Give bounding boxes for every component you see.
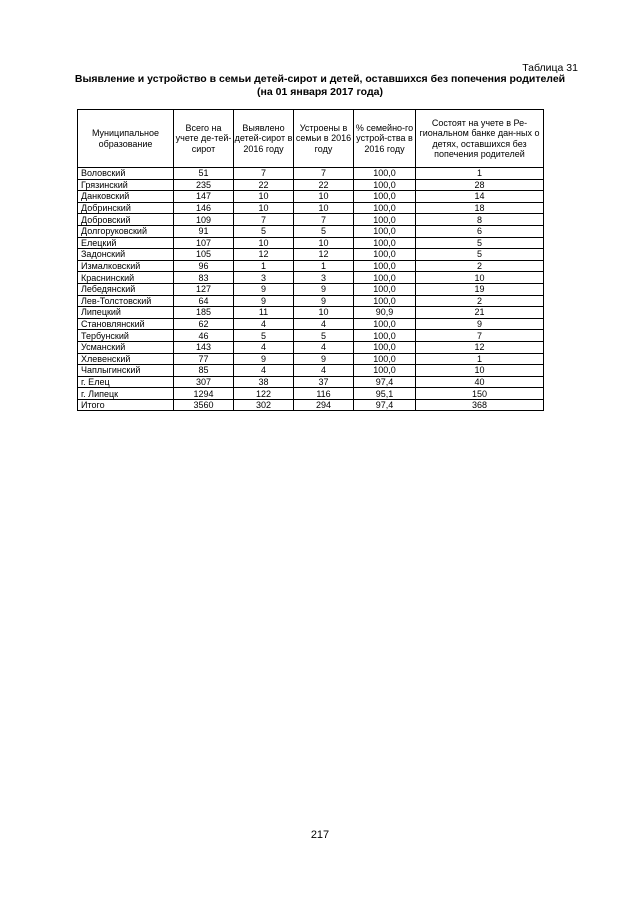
table-row: [78, 214, 544, 226]
cell-regional-bank: 18: [416, 202, 544, 214]
table-row: [78, 330, 544, 342]
cell-total-registered: 77: [174, 353, 234, 365]
cell-municipality: Измалковский: [78, 260, 174, 272]
table-row: [78, 388, 544, 400]
table-row: [78, 318, 544, 330]
cell-municipality: Данковский: [78, 191, 174, 203]
cell-regional-bank: 7: [416, 330, 544, 342]
cell-identified-2016: 1: [234, 260, 294, 272]
cell-family-placement-percent: 97,4: [354, 376, 416, 388]
cell-placed-2016: 4: [294, 341, 354, 353]
cell-municipality: Добринский: [78, 202, 174, 214]
cell-identified-2016: 10: [234, 237, 294, 249]
cell-regional-bank: 2: [416, 295, 544, 307]
cell-regional-bank: 9: [416, 318, 544, 330]
table-row: [78, 249, 544, 261]
cell-municipality: Чаплыгинский: [78, 365, 174, 377]
cell-identified-2016: 10: [234, 191, 294, 203]
table-row: [78, 179, 544, 191]
cell-municipality: Добровский: [78, 214, 174, 226]
cell-placed-2016: 5: [294, 330, 354, 342]
cell-placed-2016: 9: [294, 283, 354, 295]
cell-placed-2016: 4: [294, 365, 354, 377]
cell-placed-2016: 7: [294, 168, 354, 180]
table-number: Таблица 31: [522, 62, 578, 74]
cell-family-placement-percent: 100,0: [354, 318, 416, 330]
cell-family-placement-percent: 100,0: [354, 330, 416, 342]
cell-family-placement-percent: 100,0: [354, 179, 416, 191]
cell-family-placement-percent: 100,0: [354, 237, 416, 249]
cell-regional-bank: 368: [416, 399, 544, 411]
cell-family-placement-percent: 100,0: [354, 260, 416, 272]
header-family-placement-percent: % семейно-го устрой-ства в 2016 году: [354, 110, 416, 168]
cell-total-registered: 146: [174, 202, 234, 214]
cell-identified-2016: 122: [234, 388, 294, 400]
table-body: [78, 168, 544, 411]
cell-total-registered: 105: [174, 249, 234, 261]
cell-municipality: Краснинский: [78, 272, 174, 284]
cell-placed-2016: 10: [294, 191, 354, 203]
table-header-row: [78, 110, 544, 168]
cell-placed-2016: 5: [294, 225, 354, 237]
cell-family-placement-percent: 100,0: [354, 341, 416, 353]
table-row: [78, 365, 544, 377]
cell-family-placement-percent: 100,0: [354, 283, 416, 295]
cell-identified-2016: 3: [234, 272, 294, 284]
cell-total-registered: 143: [174, 341, 234, 353]
cell-total-registered: 3560: [174, 399, 234, 411]
cell-family-placement-percent: 100,0: [354, 249, 416, 261]
cell-regional-bank: 19: [416, 283, 544, 295]
table-row: [78, 283, 544, 295]
cell-identified-2016: 9: [234, 353, 294, 365]
table-row: [78, 399, 544, 411]
cell-placed-2016: 3: [294, 272, 354, 284]
table-row: [78, 260, 544, 272]
cell-regional-bank: 10: [416, 365, 544, 377]
cell-municipality: Усманский: [78, 341, 174, 353]
cell-municipality: Долгоруковский: [78, 225, 174, 237]
cell-total-registered: 107: [174, 237, 234, 249]
cell-regional-bank: 28: [416, 179, 544, 191]
cell-identified-2016: 4: [234, 341, 294, 353]
cell-placed-2016: 37: [294, 376, 354, 388]
cell-municipality: Лебедянский: [78, 283, 174, 295]
cell-placed-2016: 9: [294, 295, 354, 307]
table-row: [78, 202, 544, 214]
cell-placed-2016: 9: [294, 353, 354, 365]
cell-municipality: Итого: [78, 399, 174, 411]
cell-total-registered: 62: [174, 318, 234, 330]
cell-identified-2016: 11: [234, 307, 294, 319]
cell-regional-bank: 10: [416, 272, 544, 284]
cell-family-placement-percent: 100,0: [354, 353, 416, 365]
cell-identified-2016: 9: [234, 295, 294, 307]
cell-placed-2016: 10: [294, 307, 354, 319]
orphans-table: [77, 109, 544, 411]
cell-regional-bank: 150: [416, 388, 544, 400]
cell-total-registered: 64: [174, 295, 234, 307]
cell-placed-2016: 12: [294, 249, 354, 261]
cell-regional-bank: 14: [416, 191, 544, 203]
cell-regional-bank: 1: [416, 168, 544, 180]
cell-family-placement-percent: 95,1: [354, 388, 416, 400]
cell-total-registered: 46: [174, 330, 234, 342]
page-number: 217: [310, 829, 330, 841]
cell-identified-2016: 38: [234, 376, 294, 388]
cell-regional-bank: 21: [416, 307, 544, 319]
cell-municipality: г. Елец: [78, 376, 174, 388]
table-row: [78, 353, 544, 365]
header-placed-2016: Устроены в семьи в 2016 году: [294, 110, 354, 168]
document-title: [0, 73, 640, 99]
cell-total-registered: 307: [174, 376, 234, 388]
table-row: [78, 272, 544, 284]
table-row: [78, 341, 544, 353]
title-line-1: Выявление и устройство в семьи детей-сирот и детей, оставшихся без попечения родителей: [74, 73, 566, 85]
cell-identified-2016: 12: [234, 249, 294, 261]
cell-identified-2016: 5: [234, 225, 294, 237]
cell-municipality: Грязинский: [78, 179, 174, 191]
table-row: [78, 225, 544, 237]
cell-regional-bank: 12: [416, 341, 544, 353]
cell-identified-2016: 22: [234, 179, 294, 191]
cell-total-registered: 185: [174, 307, 234, 319]
cell-total-registered: 147: [174, 191, 234, 203]
table-row: [78, 168, 544, 180]
cell-total-registered: 96: [174, 260, 234, 272]
cell-total-registered: 1294: [174, 388, 234, 400]
cell-placed-2016: 10: [294, 202, 354, 214]
cell-municipality: Тербунский: [78, 330, 174, 342]
cell-municipality: Задонский: [78, 249, 174, 261]
cell-family-placement-percent: 100,0: [354, 272, 416, 284]
cell-identified-2016: 10: [234, 202, 294, 214]
cell-municipality: Лев-Толстовский: [78, 295, 174, 307]
cell-municipality: Хлевенский: [78, 353, 174, 365]
table-row: [78, 307, 544, 319]
cell-regional-bank: 5: [416, 237, 544, 249]
cell-total-registered: 91: [174, 225, 234, 237]
cell-identified-2016: 4: [234, 365, 294, 377]
title-line-2: (на 01 января 2017 года): [257, 86, 383, 98]
cell-placed-2016: 10: [294, 237, 354, 249]
cell-municipality: Воловский: [78, 168, 174, 180]
cell-family-placement-percent: 100,0: [354, 225, 416, 237]
cell-total-registered: 85: [174, 365, 234, 377]
cell-identified-2016: 302: [234, 399, 294, 411]
cell-placed-2016: 294: [294, 399, 354, 411]
cell-regional-bank: 8: [416, 214, 544, 226]
cell-family-placement-percent: 100,0: [354, 168, 416, 180]
cell-municipality: Липецкий: [78, 307, 174, 319]
cell-family-placement-percent: 100,0: [354, 191, 416, 203]
cell-regional-bank: 6: [416, 225, 544, 237]
cell-identified-2016: 4: [234, 318, 294, 330]
table-row: [78, 191, 544, 203]
cell-total-registered: 127: [174, 283, 234, 295]
cell-regional-bank: 2: [416, 260, 544, 272]
cell-total-registered: 235: [174, 179, 234, 191]
header-total-registered: Всего на учете де-тей-сирот: [174, 110, 234, 168]
cell-total-registered: 109: [174, 214, 234, 226]
cell-family-placement-percent: 100,0: [354, 202, 416, 214]
cell-placed-2016: 4: [294, 318, 354, 330]
cell-family-placement-percent: 100,0: [354, 365, 416, 377]
header-municipality: Муниципальное образование: [78, 110, 174, 168]
cell-identified-2016: 9: [234, 283, 294, 295]
cell-family-placement-percent: 100,0: [354, 214, 416, 226]
cell-placed-2016: 116: [294, 388, 354, 400]
cell-total-registered: 51: [174, 168, 234, 180]
cell-regional-bank: 40: [416, 376, 544, 388]
cell-family-placement-percent: 90,9: [354, 307, 416, 319]
cell-regional-bank: 1: [416, 353, 544, 365]
cell-total-registered: 83: [174, 272, 234, 284]
cell-identified-2016: 7: [234, 214, 294, 226]
cell-municipality: Елецкий: [78, 237, 174, 249]
table-row: [78, 295, 544, 307]
cell-family-placement-percent: 97,4: [354, 399, 416, 411]
table-row: [78, 376, 544, 388]
header-regional-bank: Состоят на учете в Ре-гиональном банке дан-ных о детях, оставшихся без попечения родителей: [416, 110, 544, 168]
cell-municipality: Становлянский: [78, 318, 174, 330]
cell-placed-2016: 7: [294, 214, 354, 226]
header-identified-2016: Выявлено детей-сирот в 2016 году: [234, 110, 294, 168]
cell-regional-bank: 5: [416, 249, 544, 261]
cell-family-placement-percent: 100,0: [354, 295, 416, 307]
cell-identified-2016: 5: [234, 330, 294, 342]
cell-identified-2016: 7: [234, 168, 294, 180]
table-row: [78, 237, 544, 249]
cell-placed-2016: 1: [294, 260, 354, 272]
cell-placed-2016: 22: [294, 179, 354, 191]
cell-municipality: г. Липецк: [78, 388, 174, 400]
